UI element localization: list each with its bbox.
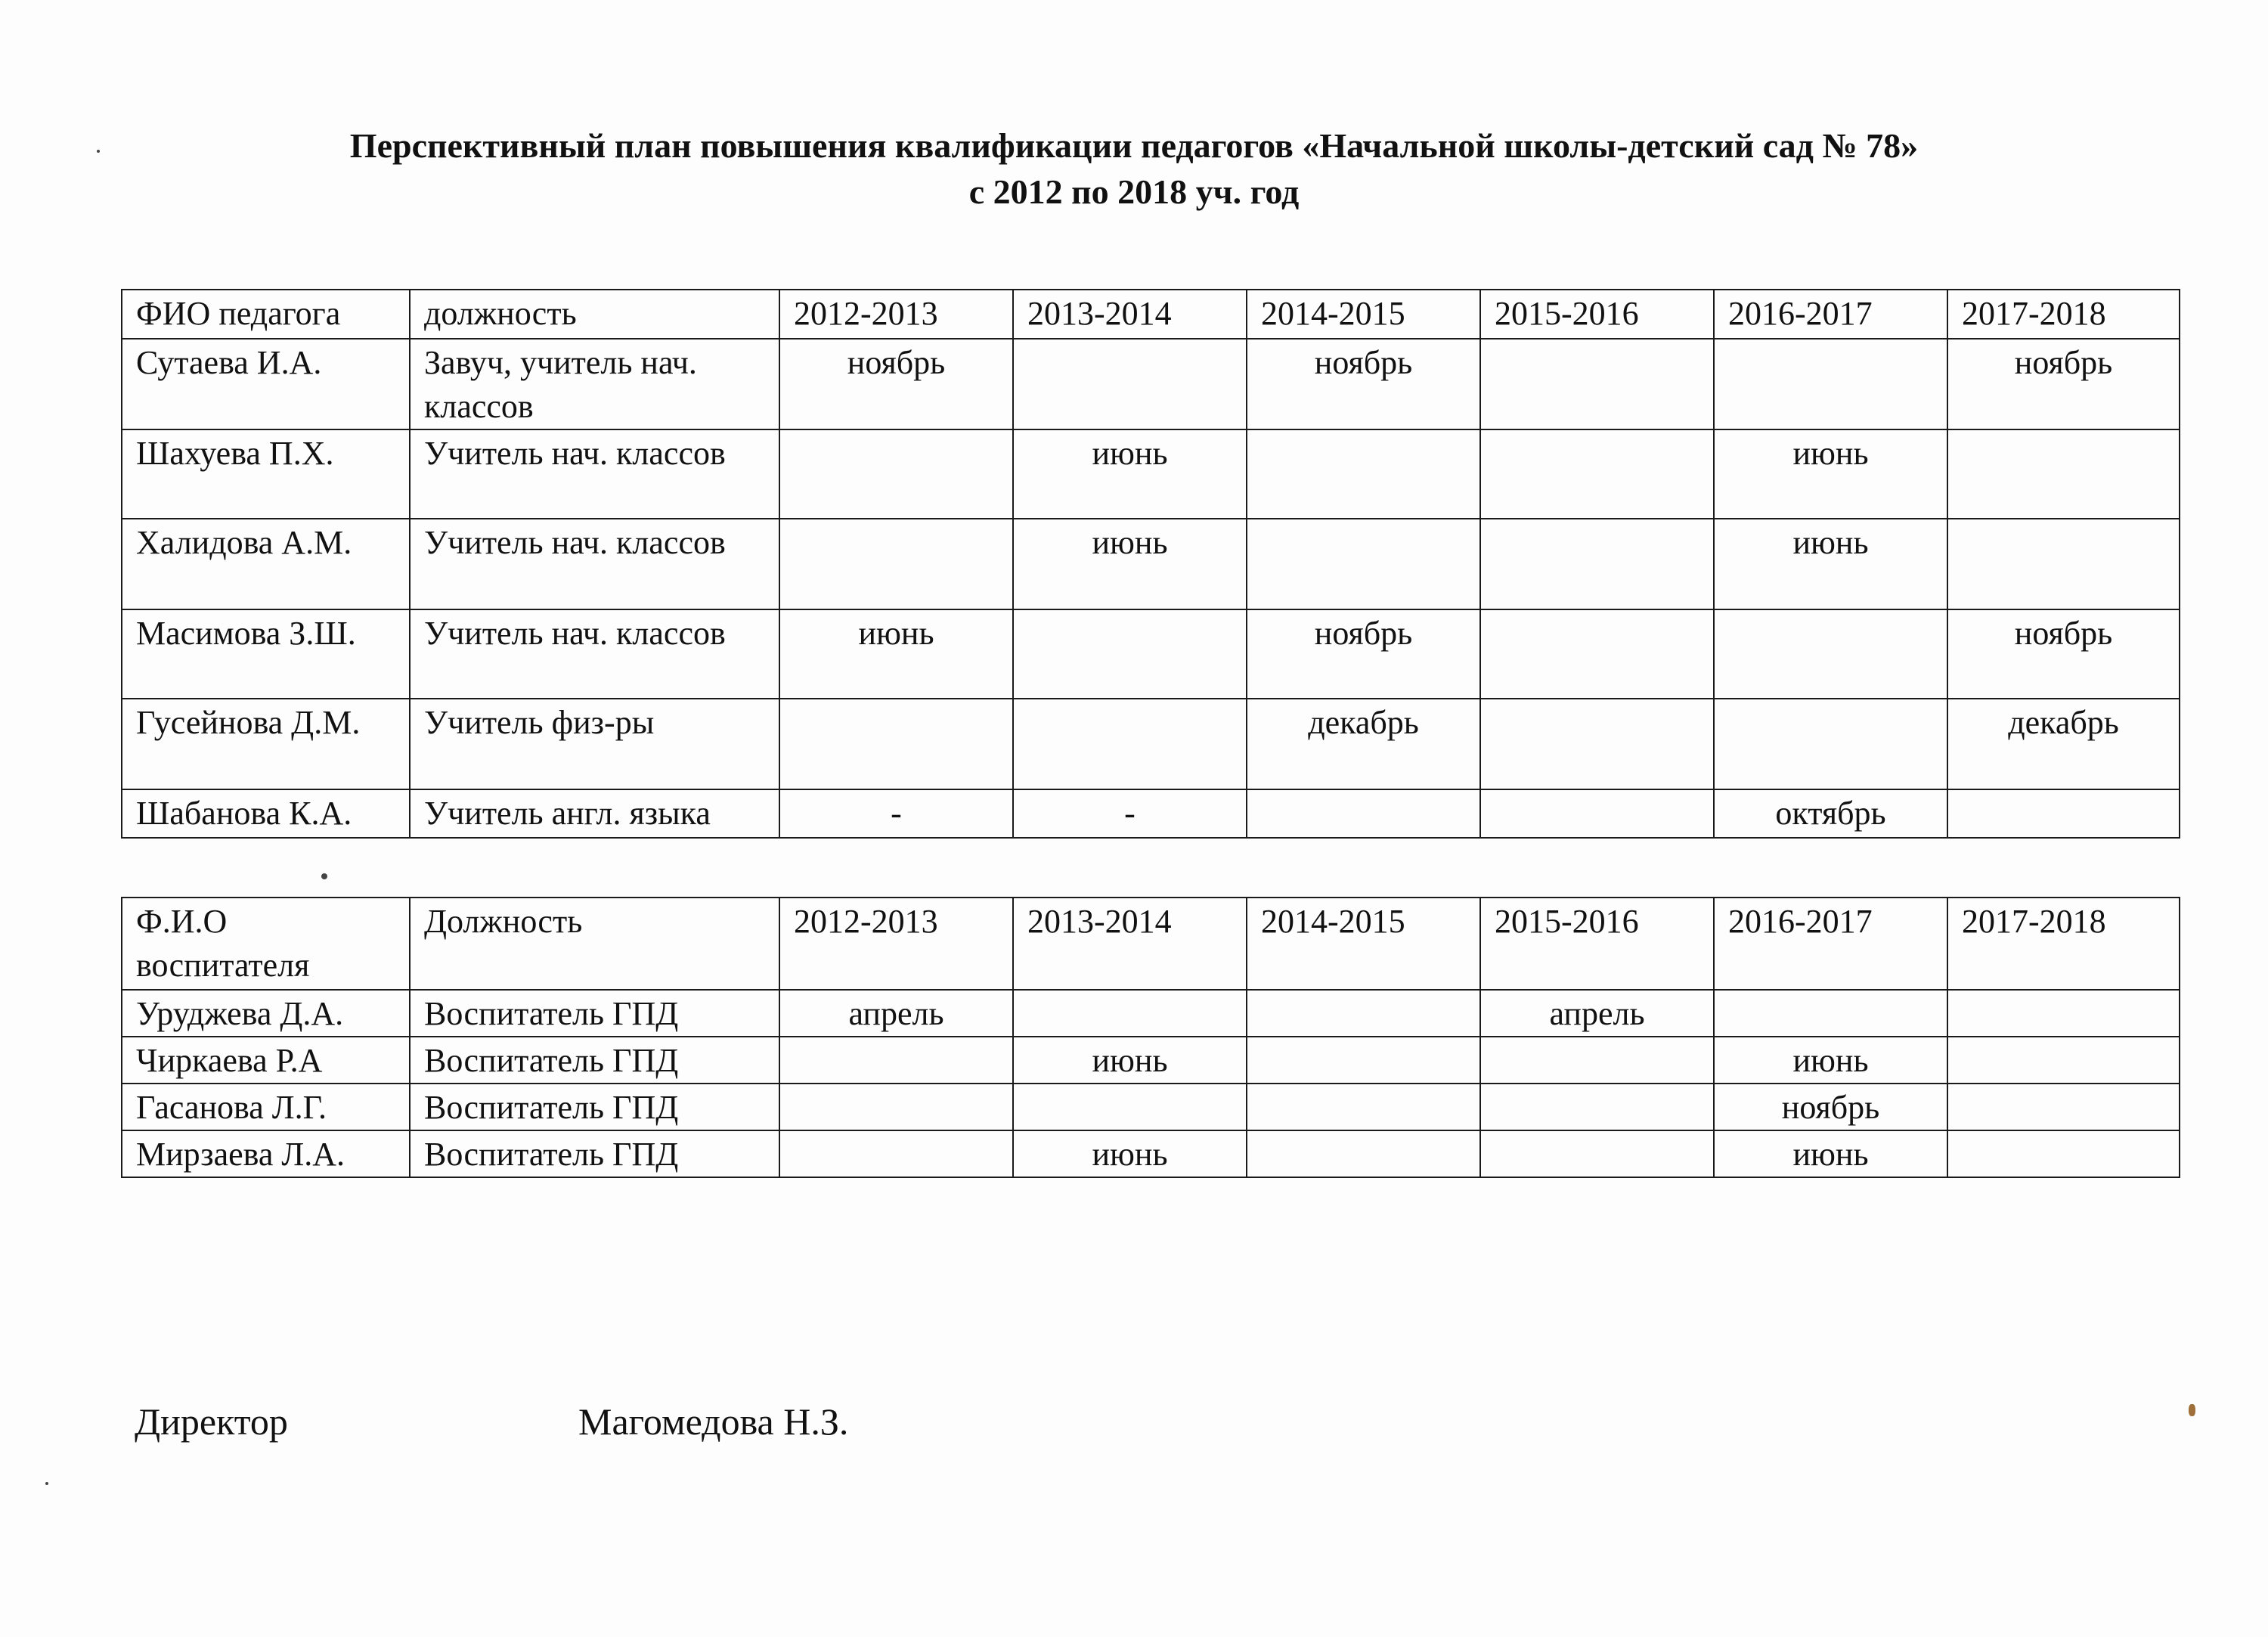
month-cell (1480, 1037, 1714, 1084)
month-cell (1013, 1084, 1247, 1130)
month-cell (779, 699, 1013, 789)
month-cell: апрель (779, 990, 1013, 1037)
month-cell (1247, 789, 1480, 838)
caregiver-name: Мирзаева Л.А. (122, 1130, 410, 1177)
header-year: 2016-2017 (1714, 898, 1947, 990)
scan-speck (2189, 1404, 2195, 1416)
teachers-table (121, 289, 2180, 839)
month-cell (1714, 990, 1947, 1037)
signature-name: Магомедова Н.З. (578, 1400, 849, 1443)
month-cell: октябрь (1714, 789, 1947, 838)
document-subtitle: с 2012 по 2018 уч. год (968, 172, 1300, 211)
header-name: ФИО педагога (122, 290, 410, 339)
caregiver-position: Воспитатель ГПД (410, 1130, 779, 1177)
month-cell (1247, 429, 1480, 519)
month-cell (1480, 1130, 1714, 1177)
header-year: 2013-2014 (1013, 898, 1247, 990)
document-title: Перспективный план повышения квалификации педагогов «Начальной школы-детский сад № 78» (349, 126, 1919, 165)
signature-role: Директор (135, 1400, 288, 1443)
month-cell: ноябрь (779, 339, 1013, 429)
month-cell (779, 1037, 1013, 1084)
teacher-position: Учитель англ. языка (410, 789, 779, 838)
teacher-name: Шабанова К.А. (122, 789, 410, 838)
table-row (122, 789, 2180, 838)
table-row (122, 1084, 2180, 1130)
month-cell (1714, 609, 1947, 699)
teacher-name: Масимова З.Ш. (122, 609, 410, 699)
month-cell (1247, 519, 1480, 609)
month-cell (1947, 1130, 2180, 1177)
month-cell: июнь (1013, 1130, 1247, 1177)
header-year: 2012-2013 (779, 290, 1013, 339)
caregiver-position: Воспитатель ГПД (410, 1084, 779, 1130)
header-year: 2012-2013 (779, 898, 1013, 990)
scan-speck (97, 150, 100, 153)
scan-speck (321, 873, 327, 879)
month-cell (1947, 1084, 2180, 1130)
month-cell: ноябрь (1947, 609, 2180, 699)
month-cell (1480, 519, 1714, 609)
month-cell: апрель (1480, 990, 1714, 1037)
month-cell (779, 1130, 1013, 1177)
scan-speck (45, 1482, 48, 1485)
month-cell (1480, 1084, 1714, 1130)
month-cell (1480, 609, 1714, 699)
teacher-position: Учитель нач. классов (410, 609, 779, 699)
table-row (122, 519, 2180, 609)
month-cell: июнь (1714, 519, 1947, 609)
header-year: 2015-2016 (1480, 898, 1714, 990)
month-cell (1947, 990, 2180, 1037)
month-cell: июнь (1714, 429, 1947, 519)
header-year: 2014-2015 (1247, 290, 1480, 339)
month-cell (1013, 699, 1247, 789)
table-row (122, 1037, 2180, 1084)
month-cell: июнь (779, 609, 1013, 699)
table-header-row (122, 290, 2180, 339)
teacher-position: Учитель физ-ры (410, 699, 779, 789)
month-cell: - (779, 789, 1013, 838)
table-row (122, 1130, 2180, 1177)
header-year: 2013-2014 (1013, 290, 1247, 339)
month-cell: ноябрь (1247, 609, 1480, 699)
header-year: 2017-2018 (1947, 898, 2180, 990)
month-cell: - (1013, 789, 1247, 838)
table-row (122, 429, 2180, 519)
month-cell: июнь (1013, 429, 1247, 519)
teacher-position: Учитель нач. классов (410, 429, 779, 519)
month-cell (1947, 519, 2180, 609)
caregiver-name: Гасанова Л.Г. (122, 1084, 410, 1130)
month-cell (1013, 990, 1247, 1037)
teacher-position: Учитель нач. классов (410, 519, 779, 609)
month-cell: ноябрь (1247, 339, 1480, 429)
header-year: 2016-2017 (1714, 290, 1947, 339)
table-row (122, 339, 2180, 429)
month-cell (1714, 699, 1947, 789)
teacher-name: Сутаева И.А. (122, 339, 410, 429)
month-cell (1714, 339, 1947, 429)
month-cell: июнь (1013, 1037, 1247, 1084)
header-name: Ф.И.О воспитателя (122, 898, 410, 990)
month-cell: июнь (1013, 519, 1247, 609)
month-cell (1013, 609, 1247, 699)
month-cell: декабрь (1247, 699, 1480, 789)
header-year: 2017-2018 (1947, 290, 2180, 339)
month-cell (1247, 990, 1480, 1037)
caregiver-name: Уруджева Д.А. (122, 990, 410, 1037)
caregiver-position: Воспитатель ГПД (410, 990, 779, 1037)
table-row (122, 990, 2180, 1037)
teacher-position: Завуч, учитель нач. классов (410, 339, 779, 429)
month-cell (779, 429, 1013, 519)
table-header-row (122, 898, 2180, 990)
caregiver-name: Чиркаева Р.А (122, 1037, 410, 1084)
month-cell (1480, 339, 1714, 429)
header-year: 2014-2015 (1247, 898, 1480, 990)
month-cell (1480, 789, 1714, 838)
table-row (122, 609, 2180, 699)
month-cell (1480, 429, 1714, 519)
teacher-name: Гусейнова Д.М. (122, 699, 410, 789)
month-cell (1013, 339, 1247, 429)
teacher-name: Халидова А.М. (122, 519, 410, 609)
teacher-name: Шахуева П.Х. (122, 429, 410, 519)
month-cell (1947, 789, 2180, 838)
month-cell: июнь (1714, 1037, 1947, 1084)
caregiver-position: Воспитатель ГПД (410, 1037, 779, 1084)
month-cell (1947, 1037, 2180, 1084)
month-cell (1247, 1130, 1480, 1177)
month-cell: ноябрь (1714, 1084, 1947, 1130)
table-row (122, 699, 2180, 789)
month-cell (779, 1084, 1013, 1130)
month-cell (1247, 1084, 1480, 1130)
month-cell (779, 519, 1013, 609)
caregivers-table (121, 897, 2180, 1178)
header-year: 2015-2016 (1480, 290, 1714, 339)
month-cell: ноябрь (1947, 339, 2180, 429)
header-position: Должность (410, 898, 779, 990)
month-cell: июнь (1714, 1130, 1947, 1177)
month-cell (1947, 429, 2180, 519)
month-cell (1247, 1037, 1480, 1084)
month-cell (1480, 699, 1714, 789)
header-position: должность (410, 290, 779, 339)
month-cell: декабрь (1947, 699, 2180, 789)
